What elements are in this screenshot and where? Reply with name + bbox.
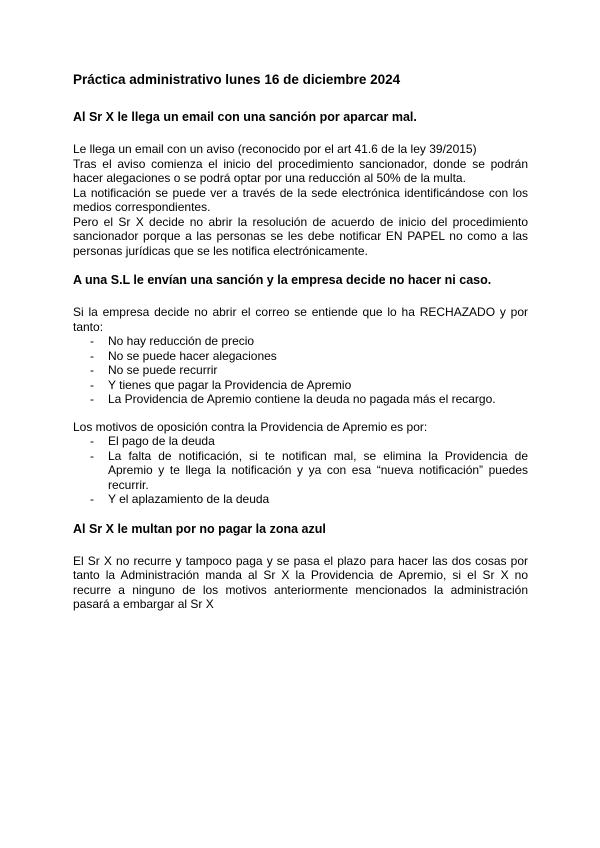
list-item: - No hay reducción de precio [73,334,528,349]
paragraph: Si la empresa decide no abrir el correo se entiende que lo ha RECHAZADO y por tanto: [73,305,528,334]
paragraph: Le llega un email con un aviso (reconocido por el art 41.6 de la ley 39/2015) [73,142,477,156]
paragraph: Los motivos de oposición contra la Providencia de Apremio es por: [73,419,428,434]
section-sl-sancion [73,272,528,507]
section-zona-azul [73,521,528,612]
list-item: - No se puede hacer alegaciones [73,349,528,364]
document-title: Práctica administrativo lunes 16 de diciembre 2024 [73,72,401,87]
paragraph: La notificación se puede ver a través de la sede electrónica identificándose con los medios correspondientes. [73,185,528,214]
list-item: - El pago de la deuda [73,434,528,449]
paragraph: El Sr X no recurre y tampoco paga y se pasa el plazo para hacer las dos cosas por tanto la Administración manda al Sr X la Providencia de Apremio, si el Sr X no recurre a ninguno de los motivos anteriormente mencionados la administración pasará a embargar al Sr X [73,553,528,611]
list-item: - Y el aplazamiento de la deuda [73,492,528,507]
section-email-sancion [73,109,528,258]
opposition-list [73,434,528,507]
section-heading: Al Sr X le multan por no pagar la zona azul [73,521,326,536]
paragraph: Tras el aviso comienza el inicio del procedimiento sancionador, donde se podrán hacer alegaciones o se podrá optar por una reducción al 50% de la multa. [73,156,528,185]
section-heading: A una S.L le envían una sanción y la empresa decide no hacer ni caso. [73,273,492,287]
document-body [73,71,528,626]
list-item: - La Providencia de Apremio contiene la deuda no pagada más el recargo. [73,392,528,407]
list-item: - Y tienes que pagar la Providencia de Apremio [73,378,528,393]
opposition-block [73,420,528,507]
paragraph: Pero el Sr X decide no abrir la resolución de acuerdo de inicio del procedimiento sancionador porque a las personas se les debe notificar EN PAPEL no como a las personas jurídicas que se les notifica electrónicamente. [73,214,528,258]
consequences-block [73,305,528,407]
list-item: - No se puede recurrir [73,363,528,378]
list-item: - La falta de notificación, si te notifican mal, se elimina la Providencia de Apremio y te llega la notificación y ya con esa “nueva notificación” puedes recurrir. [73,449,528,493]
section-heading: Al Sr X le llega un email con una sanción por aparcar mal. [73,110,417,124]
consequences-list [73,334,528,407]
